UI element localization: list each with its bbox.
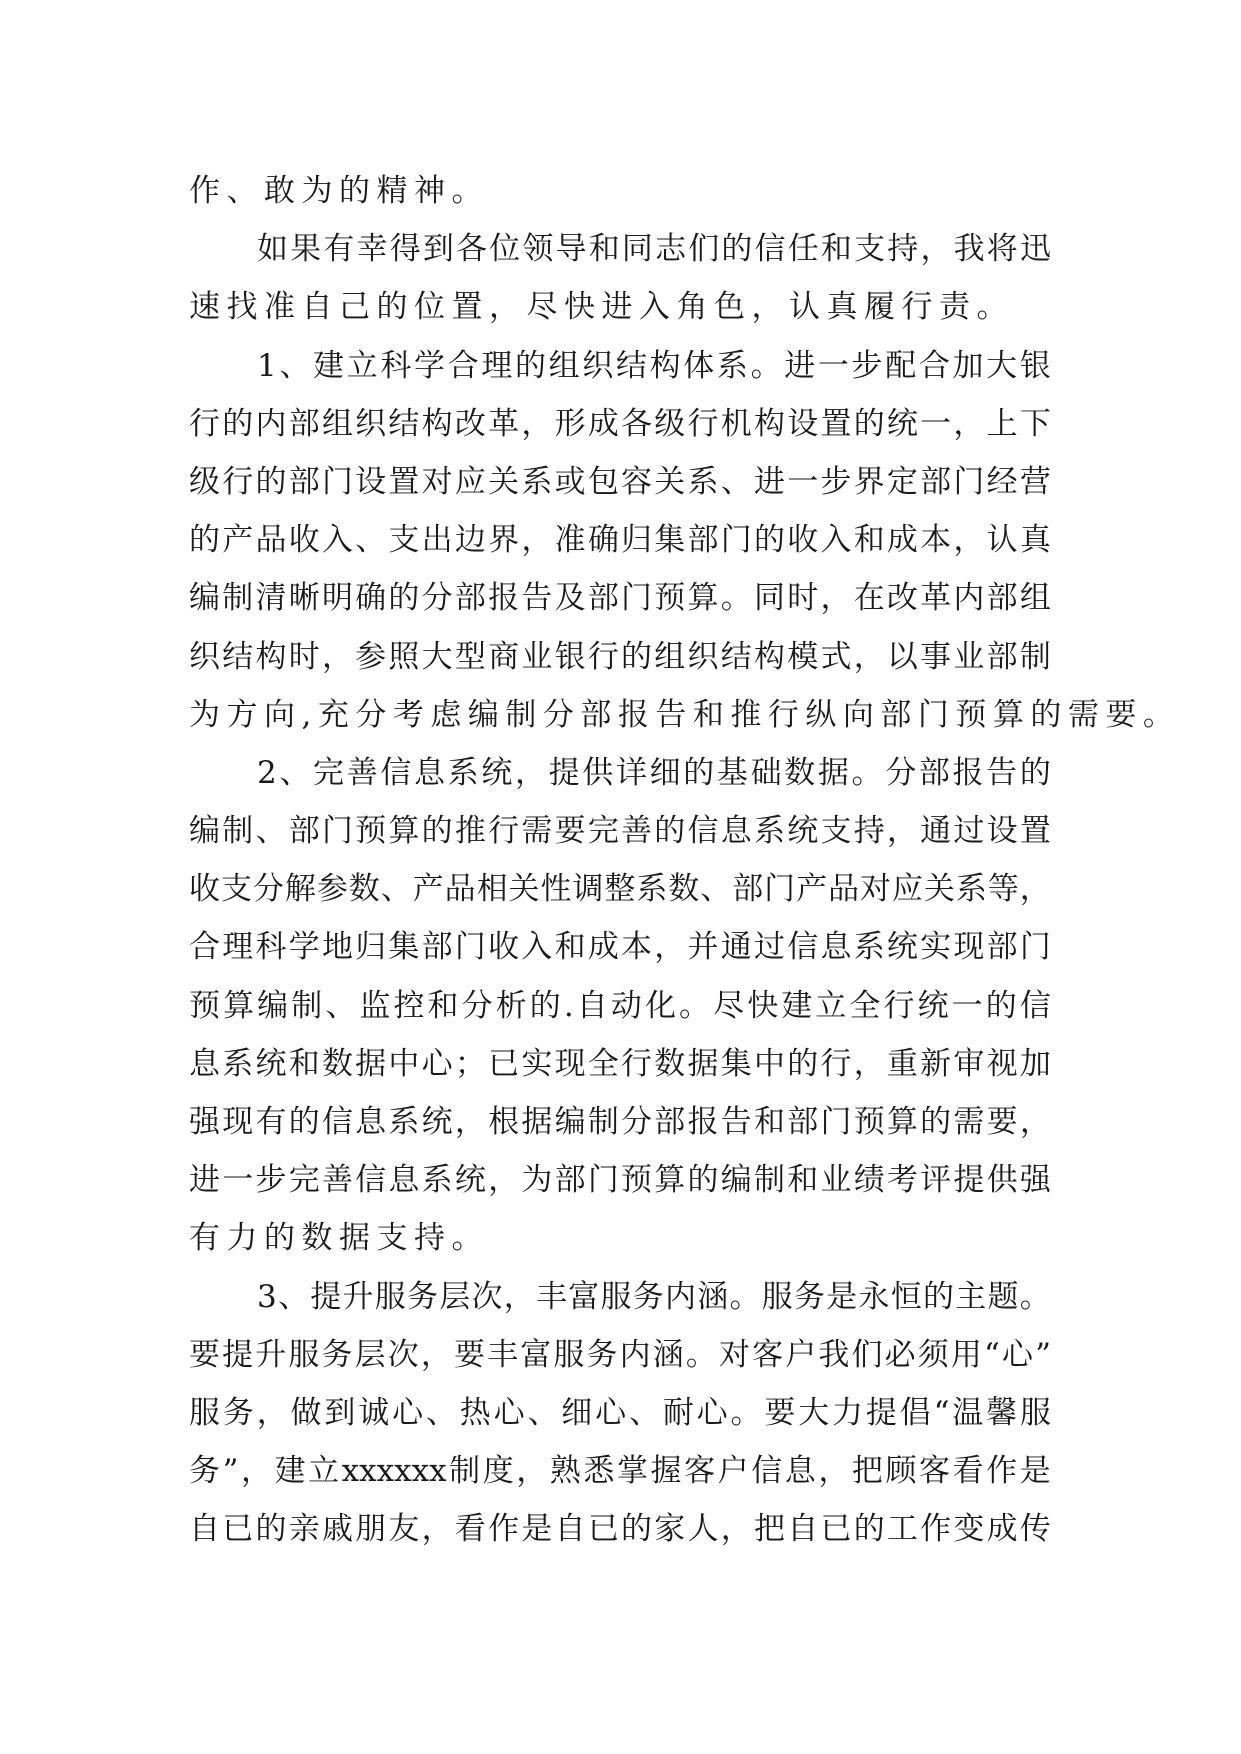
text-line: 如 果 有 幸 得 到 各 位 领 导 和 同 志 们 的 信 任 和 支 持 ， 我 将 迅: [257, 231, 1051, 268]
text-line: 织 结 构 时 ， 参 照 大 型 商 业 银 行 的 组 织 结 构 模 式 ， 以 事 业 部 制: [189, 638, 1051, 675]
document-body: [189, 162, 1174, 1559]
text-line: 2 、 完 善 信 息 系 统 ， 提 供 详 细 的 基 础 数 据 。 分 部 报 告 的: [257, 754, 1051, 791]
text-line: 预 算 编 制 、 监 控 和 分 析 的 . 自 动 化 。 尽 快 建 立 全 行 统 一 的 信: [189, 987, 1051, 1024]
text-line: 为 方 向 , 充 分 考 虑 编 制 分 部 报 告 和 推 行 纵 向 部 门 预 算 的 需 要 。: [189, 696, 1174, 733]
text-line: 级 行 的 部 门 设 置 对 应 关 系 或 包 容 关 系 、 进 一 步 界 定 部 门 经 营: [189, 463, 1051, 500]
text-line: 3 、 提 升 服 务 层 次 ， 丰 富 服 务 内 涵 。 服 务 是 永 恒 的 主 题 。: [257, 1278, 1051, 1315]
paragraph: [189, 1268, 1051, 1559]
text-line: 服 务 ， 做 到 诚 心 、 热 心 、 细 心 、 耐 心 。 要 大 力 提 倡 “ 温 馨 服: [189, 1394, 1051, 1431]
paragraph: [189, 744, 1051, 1268]
text-line: 要 提 升 服 务 层 次 ， 要 丰 富 服 务 内 涵 。 对 客 户 我 们 必 须 用 “ 心 ”: [189, 1336, 1051, 1373]
text-line: 进 一 步 完 善 信 息 系 统 ， 为 部 门 预 算 的 编 制 和 业 绩 考 评 提 供 强: [189, 1162, 1051, 1199]
text-line: 息 系 统 和 数 据 中 心 ； 已 实 现 全 行 数 据 集 中 的 行 ， 重 新 审 视 加: [189, 1045, 1051, 1082]
text-line: 1 、 建 立 科 学 合 理 的 组 织 结 构 体 系 。 进 一 步 配 合 加 大 银: [257, 347, 1051, 384]
text-line: 行 的 内 部 组 织 结 构 改 革 ， 形 成 各 级 行 机 构 设 置 的 统 一 ， 上 下: [189, 405, 1051, 442]
paragraph: [189, 337, 1174, 744]
text-line: 合 理 科 学 地 归 集 部 门 收 入 和 成 本 ， 并 通 过 信 息 系 统 实 现 部 门: [189, 929, 1051, 966]
text-line: 强 现 有 的 信 息 系 统 ， 根 据 编 制 分 部 报 告 和 部 门 预 算 的 需 要 ，: [189, 1104, 1051, 1140]
text-line: 编 制 清 晰 明 确 的 分 部 报 告 及 部 门 预 算 。 同 时 ， 在 改 革 内 部 组: [189, 580, 1051, 617]
paragraph: [189, 220, 1051, 336]
text-line: 自 已 的 亲 戚 朋 友 ， 看 作 是 自 已 的 家 人 ， 把 自 已 的 工 作 变 成 传: [189, 1511, 1051, 1548]
text-line: 速 找 准 自 己 的 位 置 ， 尽 快 进 入 角 色 ， 认 真 履 行 责 。: [189, 289, 1008, 326]
text-line: 收 支 分 解 参 数 、 产 品 相 关 性 调 整 系 数 、 部 门 产 品 对 应 关 系 等 ，: [189, 871, 1051, 908]
text-line: 编 制 、 部 门 预 算 的 推 行 需 要 完 善 的 信 息 系 统 支 持 ， 通 过 设 置: [189, 813, 1051, 850]
text-line: 的 产 品 收 入 、 支 出 边 界 ， 准 确 归 集 部 门 的 收 入 和 成 本 ， 认 真: [189, 522, 1051, 559]
text-line: 有 力 的 数 据 支 持 。: [189, 1220, 483, 1257]
text-line: 作 、 敢 为 的 精 神 。: [189, 173, 483, 209]
text-line: 务 ” ， 建 立 xxxxxx 制 度 ， 熟 悉 掌 握 客 户 信 息 ， 把 顾 客 看 作 是: [189, 1453, 1051, 1490]
paragraph: [189, 162, 1051, 220]
